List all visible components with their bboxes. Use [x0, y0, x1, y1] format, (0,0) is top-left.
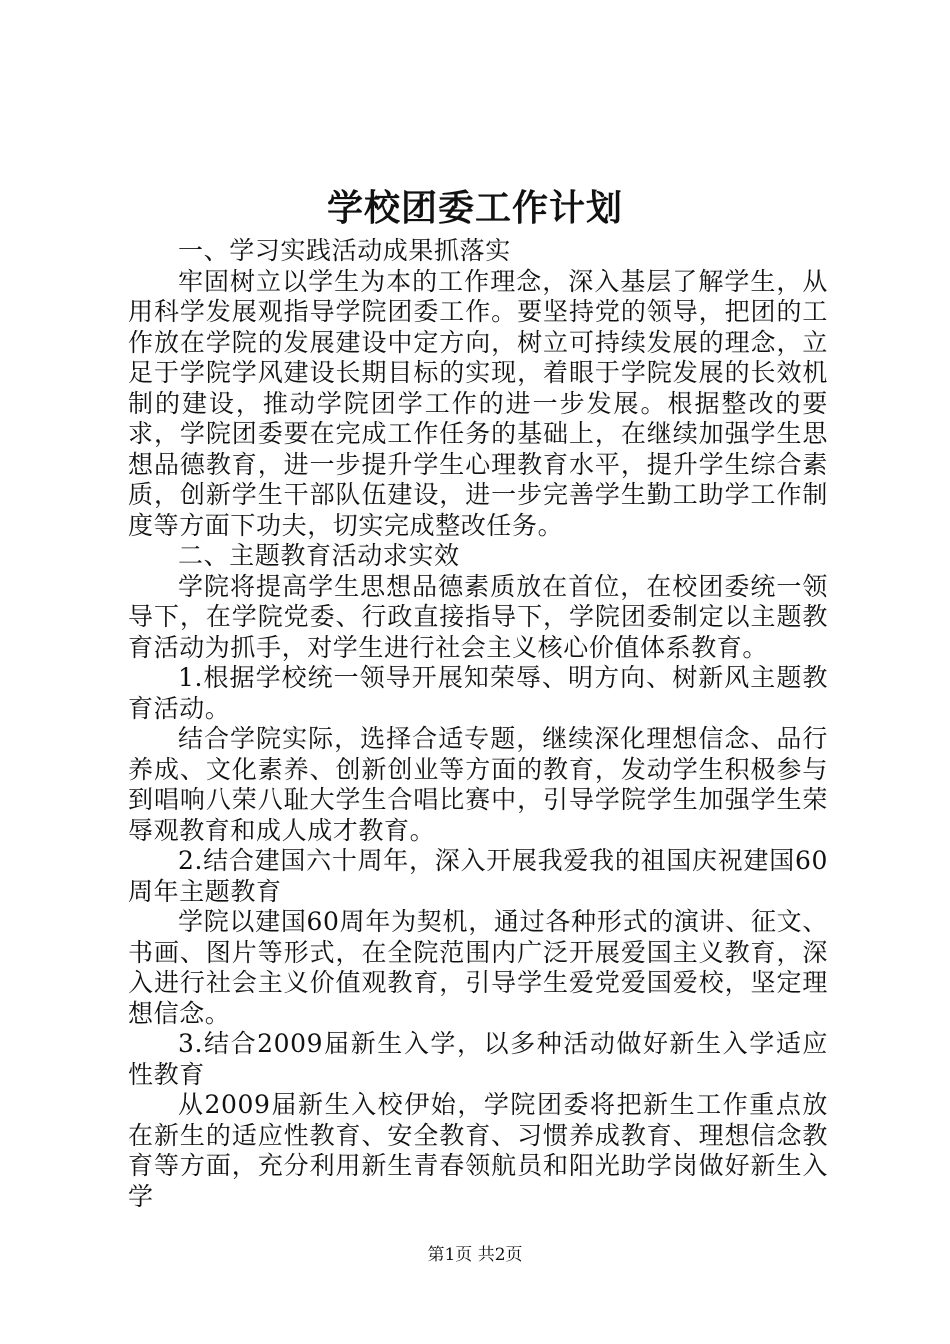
subsection-heading-2: 2.结合建国六十周年，深入开展我爱我的祖国庆祝建国60周年主题教育	[128, 846, 828, 906]
document-body	[128, 236, 828, 1212]
page-number-footer: 第1页 共2页	[427, 1245, 523, 1265]
document-title: 学校团委工作计划	[326, 187, 623, 229]
subsection-heading-1: 1.根据学校统一领导开展知荣辱、明方向、树新风主题教育活动。	[128, 663, 828, 723]
section-heading-1: 一、学习实践活动成果抓落实	[178, 236, 511, 265]
paragraph: 学院将提高学生思想品德素质放在首位，在校团委统一领导下，在学院党委、行政直接指导下，学院团委制定以主题教育活动为抓手，对学生进行社会主义核心价值体系教育。	[128, 571, 828, 662]
paragraph: 结合学院实际，选择合适专题，继续深化理想信念、品行养成、文化素养、创新创业等方面的教育，发动学生积极参与到唱响八荣八耻大学生合唱比赛中，引导学院学生加强学生荣辱观教育和成人成才教育。	[128, 724, 828, 845]
paragraph: 从2009届新生入校伊始，学院团委将把新生工作重点放在新生的适应性教育、安全教育、习惯养成教育、理想信念教育等方面，充分利用新生青春领航员和阳光助学岗做好新生入学	[128, 1090, 828, 1211]
section-heading-2: 二、主题教育活动求实效	[178, 541, 460, 570]
paragraph: 学院以建国60周年为契机，通过各种形式的演讲、征文、书画、图片等形式，在全院范围内广泛开展爱国主义教育，深入进行社会主义价值观教育，引导学生爱党爱国爱校，坚定理想信念。	[128, 907, 828, 1028]
paragraph: 牢固树立以学生为本的工作理念，深入基层了解学生，从用科学发展观指导学院团委工作。要坚持党的领导，把团的工作放在学院的发展建设中定方向，树立可持续发展的理念，立足于学院学风建设长期目标的实现，着眼于学院发展的长效机制的建设，推动学院团学工作的进一步发展。根据整改的要求，学院团委要在完成工作任务的基础上，在继续加强学生思想品德教育，进一步提升学生心理教育水平，提升学生综合素质，创新学生干部队伍建设，进一步完善学生勤工助学工作制度等方面下功夫，切实完成整改任务。	[128, 266, 828, 540]
subsection-heading-3: 3.结合2009届新生入学，以多种活动做好新生入学适应性教育	[128, 1029, 828, 1089]
